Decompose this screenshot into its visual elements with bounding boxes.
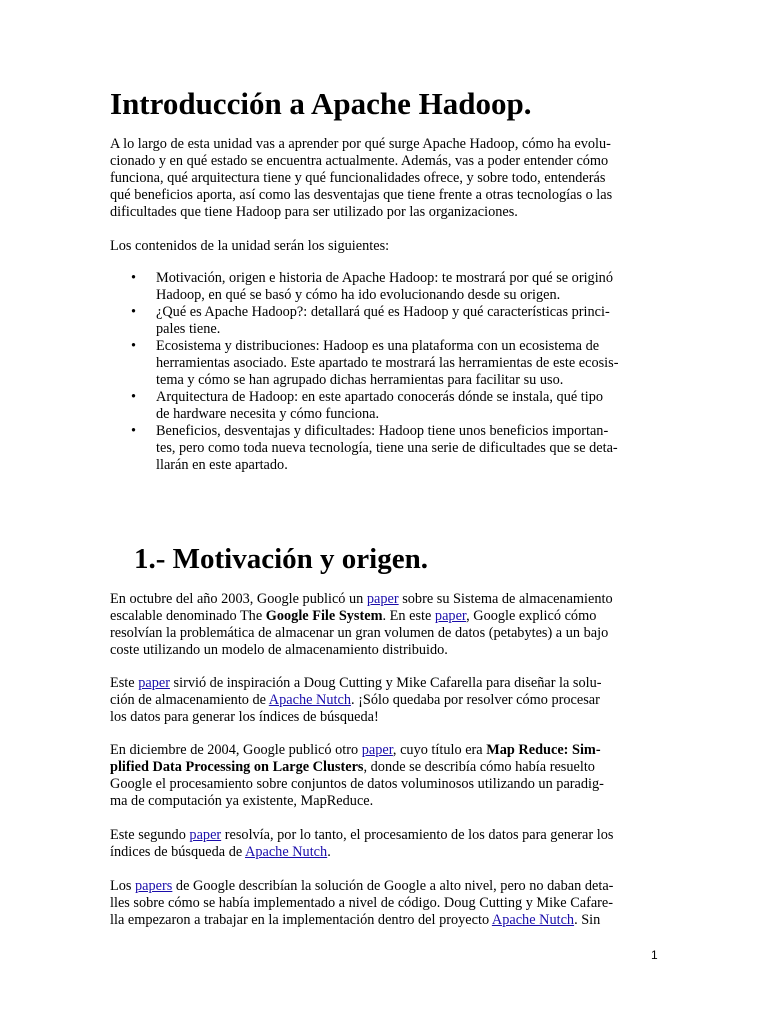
- list-item-line: Motivación, origen e historia de Apache Hadoop: te mostrará por qué se originó: [156, 270, 613, 286]
- text-line: ma de computación ya existente, MapReduce.: [110, 793, 374, 809]
- bold-term: Google File System: [265, 608, 383, 624]
- bold-term: Map Reduce: Sim-: [486, 742, 601, 758]
- list-item-line: ¿Qué es Apache Hadoop?: detallará qué es Hadoop y qué características princi-: [156, 304, 610, 320]
- document-title: Introducción a Apache Hadoop.: [110, 86, 532, 121]
- section-heading: 1.- Motivación y origen.: [134, 543, 428, 575]
- apache-nutch-link[interactable]: Apache Nutch: [245, 844, 328, 860]
- intro-paragraph: [110, 136, 658, 221]
- text-line: En octubre del año 2003, Google publicó un paper sobre su Sistema de almacenamiento: [110, 591, 613, 607]
- section-paragraph-2: [110, 675, 658, 726]
- text-line: A lo largo de esta unidad vas a aprender por qué surge Apache Hadoop, cómo ha evolu-: [110, 136, 611, 152]
- text-line: cionado y en qué estado se encuentra actualmente. Además, vas a poder entender cómo: [110, 153, 609, 169]
- bullet-marker: •: [131, 389, 137, 405]
- section-paragraph-5: [110, 878, 658, 929]
- bullet-marker: •: [131, 304, 137, 320]
- list-item: [110, 304, 658, 338]
- paper-link[interactable]: paper: [434, 608, 467, 624]
- list-item-line: tes, pero como toda nueva tecnología, tiene una serie de dificultades que se deta-: [156, 440, 618, 456]
- text-line: Este paper sirvió de inspiración a Doug Cutting y Mike Cafarella para diseñar la solu-: [110, 675, 602, 691]
- text-line: lles sobre cómo se había implementado a nivel de código. Doug Cutting y Mike Cafare-: [110, 895, 614, 911]
- section-paragraph-4: [110, 827, 658, 861]
- text-line: escalable denominado The Google File System. En este paper, Google explicó cómo: [110, 608, 597, 624]
- text-line: lla empezaron a trabajar en la implementación dentro del proyecto Apache Nutch. Sin: [110, 912, 601, 928]
- text-line: Este segundo paper resolvía, por lo tanto, el procesamiento de los datos para generar los: [110, 827, 614, 843]
- contents-intro: [110, 238, 658, 255]
- text-line: qué beneficios aporta, así como las desventajas que tiene frente a otras tecnologías o las: [110, 187, 613, 203]
- paper-link[interactable]: paper: [361, 742, 393, 758]
- list-item-line: Ecosistema y distribuciones: Hadoop es una plataforma con un ecosistema de: [156, 338, 600, 354]
- text-line: Los papers de Google describían la solución de Google a alto nivel, pero no daban deta-: [110, 878, 614, 894]
- bold-term: plified Data Processing on Large Clusters: [110, 759, 364, 775]
- paper-link[interactable]: paper: [366, 591, 399, 607]
- list-item-line: de hardware necesita y cómo funciona.: [156, 406, 380, 422]
- list-item-line: Arquitectura de Hadoop: en este apartado conocerás dónde se instala, qué tipo: [156, 389, 604, 405]
- contents-list: [110, 270, 658, 474]
- text-line: los datos para generar los índices de búsqueda!: [110, 709, 379, 725]
- text-line: Google el procesamiento sobre conjuntos de datos voluminosos utilizando un paradig-: [110, 776, 604, 792]
- paper-link[interactable]: paper: [138, 675, 170, 691]
- text-line: plified Data Processing on Large Clusters, donde se describía cómo había resuelto: [110, 759, 595, 775]
- page-number: 1: [651, 948, 658, 962]
- list-item: [110, 423, 658, 474]
- text-line: dificultades que tiene Hadoop para ser utilizado por las organizaciones.: [110, 204, 518, 220]
- text-line: coste utilizando un modelo de almacenamiento distribuido.: [110, 642, 448, 658]
- section-paragraph-3: [110, 742, 658, 810]
- contents-intro-text: Los contenidos de la unidad serán los siguientes:: [110, 238, 390, 254]
- list-item: [110, 270, 658, 304]
- list-item-line: Beneficios, desventajas y dificultades: Hadoop tiene unos beneficios importan-: [156, 423, 609, 439]
- list-item-line: Hadoop, en qué se basó y cómo ha ido evolucionando desde su origen.: [156, 287, 561, 303]
- list-item-line: tema y cómo se han agrupado dichas herramientas para facilitar su uso.: [156, 372, 564, 388]
- apache-nutch-link[interactable]: Apache Nutch: [491, 912, 575, 928]
- list-item-line: llarán en este apartado.: [156, 457, 288, 473]
- bullet-marker: •: [131, 338, 137, 354]
- text-line: resolvían la problemática de almacenar un gran volumen de datos (petabytes) a un bajo: [110, 625, 609, 641]
- paper-link[interactable]: paper: [189, 827, 222, 843]
- list-item-line: pales tiene.: [156, 321, 221, 337]
- text-line: índices de búsqueda de Apache Nutch.: [110, 844, 331, 860]
- section-paragraph-1: [110, 591, 658, 659]
- text-line: En diciembre de 2004, Google publicó otro paper, cuyo título era Map Reduce: Sim-: [110, 742, 601, 758]
- list-item-line: herramientas asociado. Este apartado te mostrará las herramientas de este ecosis-: [156, 355, 619, 371]
- list-item: [110, 389, 658, 423]
- apache-nutch-link[interactable]: Apache Nutch: [268, 692, 351, 708]
- list-item: [110, 338, 658, 389]
- text-line: funciona, qué arquitectura tiene y qué funcionalidades ofrece, y sobre todo, entenderás: [110, 170, 606, 186]
- bullet-marker: •: [131, 270, 137, 286]
- bullet-marker: •: [131, 423, 137, 439]
- text-line: ción de almacenamiento de Apache Nutch. ¡Sólo quedaba por resolver cómo procesar: [110, 692, 600, 708]
- papers-link[interactable]: papers: [135, 878, 173, 894]
